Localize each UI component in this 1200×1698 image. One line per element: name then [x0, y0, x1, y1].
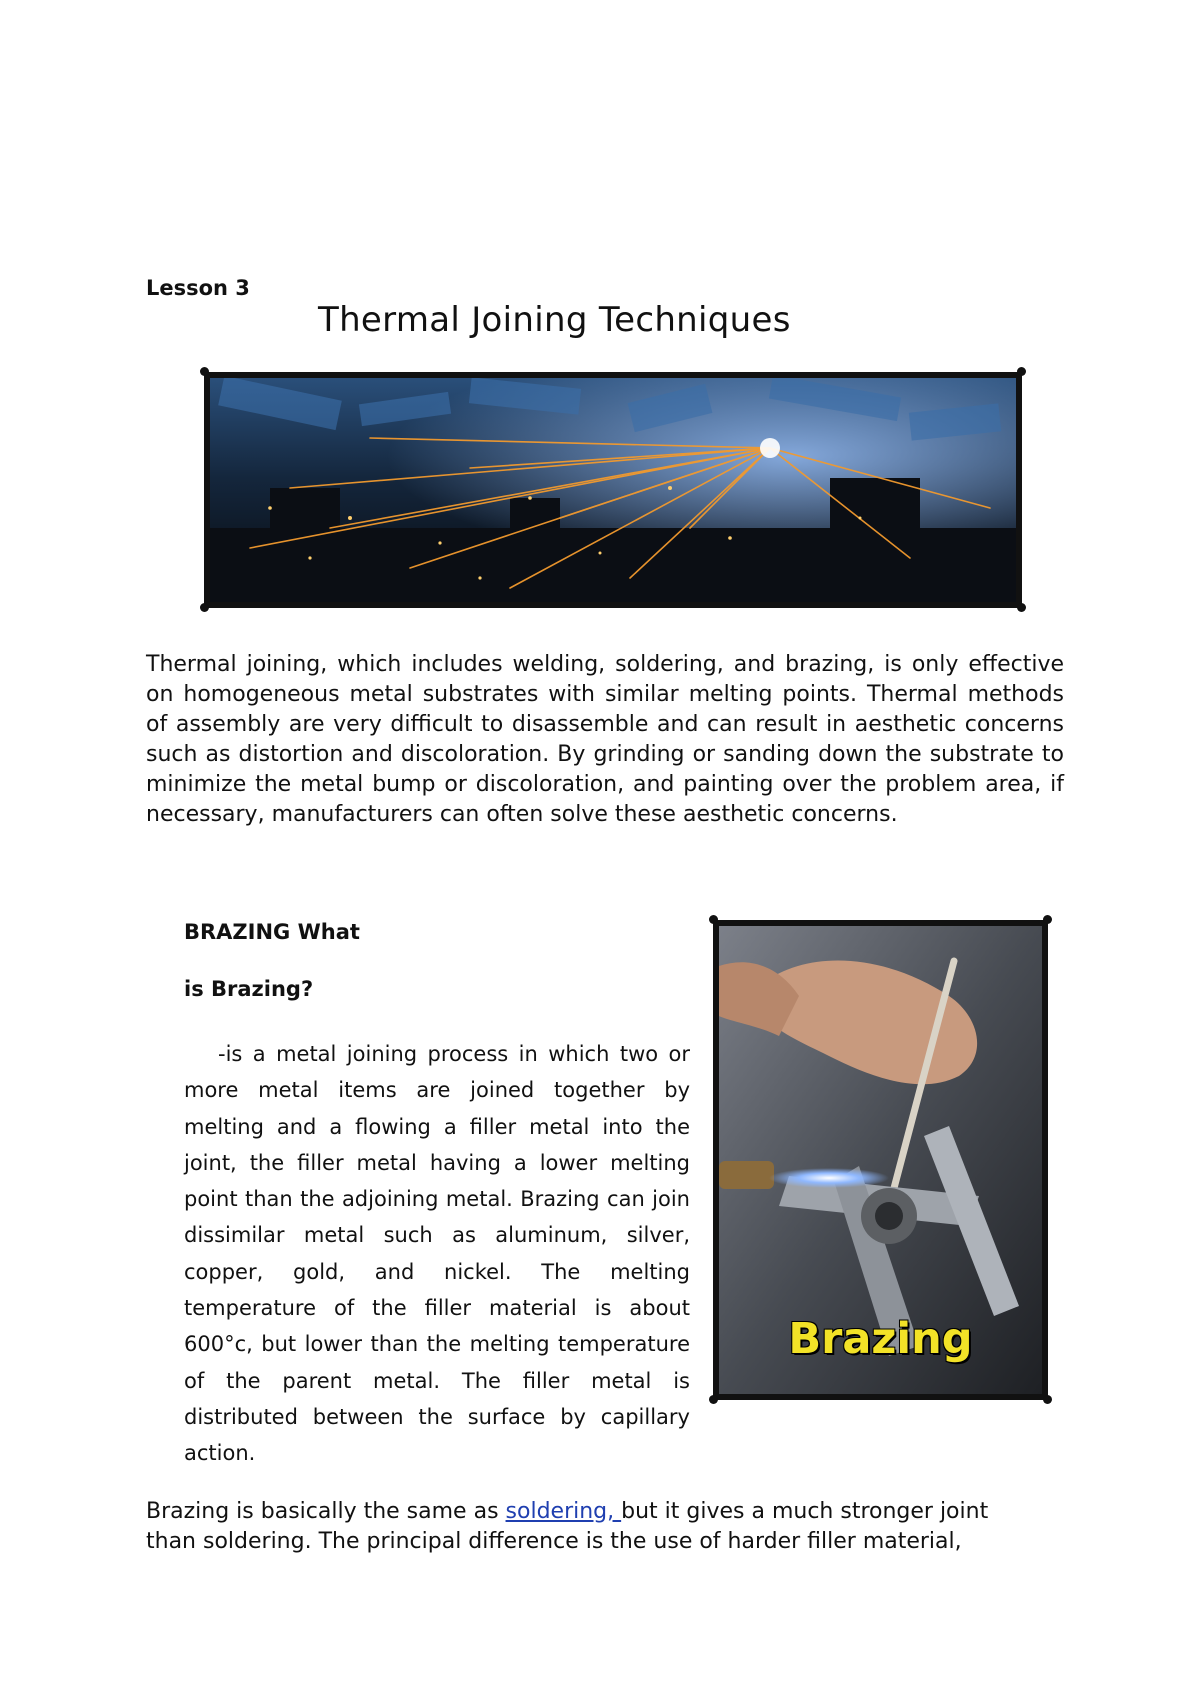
page-title: Thermal Joining Techniques: [318, 300, 791, 340]
outro-text-after-link: but it gives a much stronger joint than soldering. The principal difference is the use of harder filler material,: [146, 1499, 989, 1554]
brazing-image-corner: [1043, 1395, 1052, 1404]
soldering-link[interactable]: soldering,: [505, 1499, 622, 1524]
brazing-question: is Brazing?: [184, 977, 314, 1001]
brazing-definition: -is a metal joining process in which two or more metal items are joined together by melting and a flowing a filler metal into the joint, the filler metal having a lower melting point than the adjoining metal. Brazing can join dissimilar metal such as aluminum, silver, copper, gold, and nickel. The melting temperature of the filler material is about 600°c, but lower than the melting temperature of the parent metal. The filler metal is distributed between the surface by capillary action.: [184, 1042, 690, 1466]
brazing-image-corner: [709, 915, 718, 924]
welding-sparks-image: [204, 372, 1022, 608]
hero-image-corner: [200, 603, 209, 612]
lesson-label: Lesson 3: [146, 276, 250, 300]
brazing-image-corner: [709, 1395, 718, 1404]
welding-sparks-illustration: [210, 378, 1016, 602]
hero-image-corner: [1017, 367, 1026, 376]
outro-paragraph: [146, 1497, 1026, 1557]
hero-image-corner: [200, 367, 209, 376]
outro-text-before-link: Brazing is basically the same as: [146, 1499, 506, 1524]
hero-image-corner: [1017, 603, 1026, 612]
brazing-image-caption: Brazing: [788, 1314, 973, 1364]
brazing-image-corner: [1043, 915, 1052, 924]
brazing-photo: [713, 920, 1048, 1400]
brazing-heading: BRAZING What: [184, 920, 360, 944]
intro-paragraph: Thermal joining, which includes welding, soldering, and brazing, is only effective on homogeneous metal substrates with similar melting points. Thermal methods of assembly are very difficult to disassemble and can result in aesthetic concerns such as distortion and discoloration. By grinding or sanding down the substrate to minimize the metal bump or discoloration, and painting over the problem area, if necessary, manufacturers can often solve these aesthetic concerns.: [146, 652, 1064, 827]
